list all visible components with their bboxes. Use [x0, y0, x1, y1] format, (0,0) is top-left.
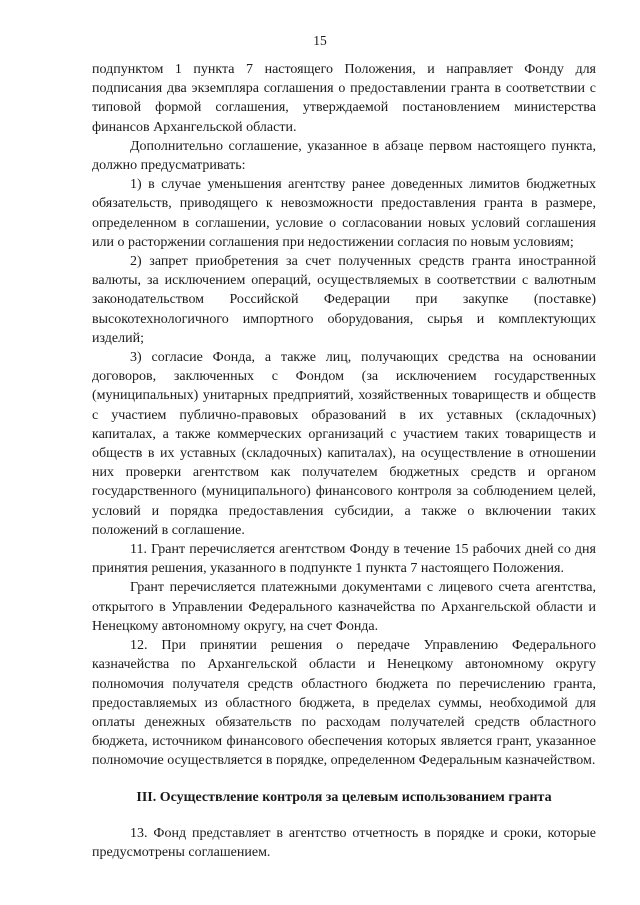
list-item: 1) в случае уменьшения агентству ранее доведенных лимитов бюджетных обязательств, приводящего к невозможности предоставления гранта в размере, определенном в соглашении, условие о согласовании новых условий соглашения или о расторжении соглашения при недостижении согласия по новым условиям;: [92, 177, 596, 250]
list-item: 3) согласие Фонда, а также лиц, получающих средства на основании договоров, заключенных с Фондом (за исключением государственных (муниципальных) унитарных предприятий, хозяйственных товариществ и обществ с участием публично-правовых образований в их уставных (складочных) капиталах, а также коммерческих организаций с участием таких товариществ и обществ в их уставных (складочных) капиталах), на осуществление в отношении них проверки агентством как получателем бюджетных средств и органом государственного (муниципального) финансового контроля за соблюдением целей, условий и порядка предоставления субсидии, а также о включении таких положений в соглашение.: [92, 350, 596, 538]
list-item: 2) запрет приобретения за счет полученных средств гранта иностранной валюты, за исключением операций, осуществляемых в соответствии с валютным законодательством Российской Федерации при закупке (поставке) высокотехнологичного импортного оборудования, сырья и комплектующих изделий;: [92, 254, 596, 346]
clause-12: 12. При принятии решения о передаче Управлению Федерального казначейства по Архангельской области и Ненецкому автономному округу полномочия получателя средств областного бюджета по перечислению гранта, предоставляемых из областного бюджета, в пределах суммы, необходимой для оплаты денежных обязательств по расходам получателей средств областного бюджета, источником финансового обеспечения которых является грант, указанное полномочие осуществляется в порядке, определенном Федеральным казначейством.: [92, 638, 596, 769]
section-heading: III. Осуществление контроля за целевым использованием гранта: [136, 789, 552, 805]
paragraph: Дополнительно соглашение, указанное в абзаце первом настоящего пункта, должно предусматривать:: [92, 138, 596, 174]
paragraph: Грант перечисляется платежными документами с лицевого счета агентства, открытого в Управлении Федерального казначейства по Архангельской области и Ненецкому автономному округу, на счет Фонда.: [92, 580, 596, 634]
paragraph: подпунктом 1 пункта 7 настоящего Положения, и направляет Фонду для подписания два экземпляра соглашения о предоставлении гранта в соответствии с типовой формой соглашения, утверждаемой постановлением министерства финансов Архангельской области.: [92, 62, 596, 135]
page-number: 15: [313, 33, 327, 48]
clause-11: 11. Грант перечисляется агентством Фонду в течение 15 рабочих дней со дня принятия решения, указанного в подпункте 1 пункта 7 настоящего Положения.: [92, 542, 596, 577]
document-body: [92, 60, 596, 862]
clause-13: 13. Фонд представляет в агентство отчетность в порядке и сроки, которые предусмотрены соглашением.: [92, 825, 596, 860]
